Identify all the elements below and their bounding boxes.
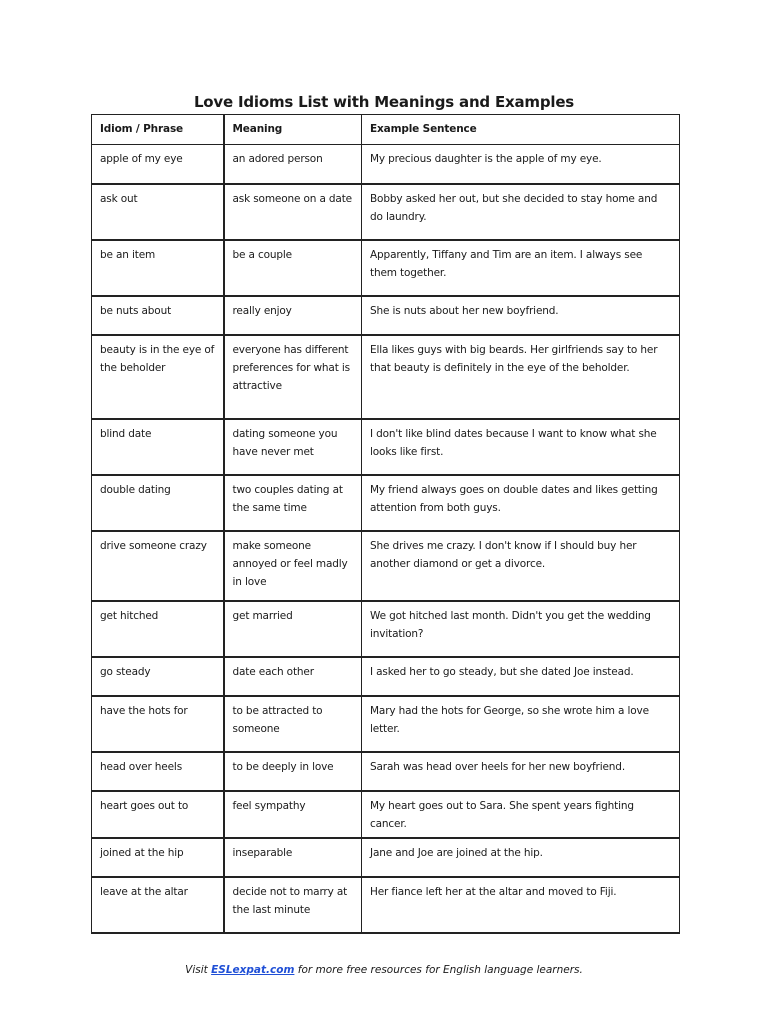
header-idiom: Idiom / Phrase [92, 115, 224, 145]
table-row [92, 657, 680, 696]
table-row [92, 145, 680, 184]
header-example: Example Sentence [362, 115, 680, 145]
table-row [92, 419, 680, 475]
idiom-cell: drive someone crazy [92, 531, 224, 601]
idiom-cell: heart goes out to [92, 791, 224, 838]
meaning-cell: really enjoy [224, 296, 362, 335]
footer-suffix: for more free resources for English language learners. [294, 964, 583, 976]
meaning-cell: an adored person [224, 145, 362, 184]
table-row [92, 531, 680, 601]
idiom-cell: leave at the altar [92, 877, 224, 933]
idioms-table [91, 114, 680, 934]
example-cell: We got hitched last month. Didn't you get the wedding invitation? [362, 601, 680, 657]
meaning-cell: two couples dating at the same time [224, 475, 362, 531]
table-row [92, 838, 680, 877]
example-cell: Sarah was head over heels for her new boyfriend. [362, 752, 680, 791]
meaning-cell: make someone annoyed or feel madly in love [224, 531, 362, 601]
idiom-cell: be nuts about [92, 296, 224, 335]
page-title: Love Idioms List with Meanings and Examples [193, 93, 575, 111]
example-cell: Apparently, Tiffany and Tim are an item. I always see them together. [362, 240, 680, 296]
idiom-cell: head over heels [92, 752, 224, 791]
idiom-cell: ask out [92, 184, 224, 240]
idiom-cell: beauty is in the eye of the beholder [92, 335, 224, 419]
example-cell: Mary had the hots for George, so she wrote him a love letter. [362, 696, 680, 752]
meaning-cell: ask someone on a date [224, 184, 362, 240]
idiom-cell: be an item [92, 240, 224, 296]
footer-prefix: Visit [185, 964, 212, 976]
meaning-cell: date each other [224, 657, 362, 696]
example-cell: I asked her to go steady, but she dated Joe instead. [362, 657, 680, 696]
example-cell: She is nuts about her new boyfriend. [362, 296, 680, 335]
footer-note [0, 964, 768, 976]
meaning-cell: dating someone you have never met [224, 419, 362, 475]
table-row [92, 475, 680, 531]
example-cell: Her fiance left her at the altar and moved to Fiji. [362, 877, 680, 933]
meaning-cell: get married [224, 601, 362, 657]
table-row [92, 791, 680, 838]
meaning-cell: be a couple [224, 240, 362, 296]
example-cell: She drives me crazy. I don't know if I should buy her another diamond or get a divorce. [362, 531, 680, 601]
meaning-cell: decide not to marry at the last minute [224, 877, 362, 933]
example-cell: I don't like blind dates because I want to know what she looks like first. [362, 419, 680, 475]
meaning-cell: inseparable [224, 838, 362, 877]
table-row [92, 240, 680, 296]
idiom-cell: have the hots for [92, 696, 224, 752]
example-cell: My heart goes out to Sara. She spent years fighting cancer. [362, 791, 680, 838]
meaning-cell: feel sympathy [224, 791, 362, 838]
example-cell: Bobby asked her out, but she decided to stay home and do laundry. [362, 184, 680, 240]
example-cell: My friend always goes on double dates and likes getting attention from both guys. [362, 475, 680, 531]
table-row [92, 296, 680, 335]
eslexpat-link[interactable]: ESLexpat.com [211, 964, 295, 976]
table-row [92, 752, 680, 791]
table-row [92, 696, 680, 752]
meaning-cell: to be attracted to someone [224, 696, 362, 752]
example-cell: Jane and Joe are joined at the hip. [362, 838, 680, 877]
table-row [92, 601, 680, 657]
idiom-cell: blind date [92, 419, 224, 475]
example-cell: Ella likes guys with big beards. Her girlfriends say to her that beauty is definitely in the eye of the beholder. [362, 335, 680, 419]
idiom-cell: double dating [92, 475, 224, 531]
table-row [92, 335, 680, 419]
idiom-cell: get hitched [92, 601, 224, 657]
table-row [92, 877, 680, 933]
meaning-cell: everyone has different preferences for what is attractive [224, 335, 362, 419]
idiom-cell: joined at the hip [92, 838, 224, 877]
table-row [92, 184, 680, 240]
idiom-cell: go steady [92, 657, 224, 696]
meaning-cell: to be deeply in love [224, 752, 362, 791]
header-meaning: Meaning [224, 115, 362, 145]
table-header-row [92, 115, 680, 145]
idiom-cell: apple of my eye [92, 145, 224, 184]
example-cell: My precious daughter is the apple of my eye. [362, 145, 680, 184]
